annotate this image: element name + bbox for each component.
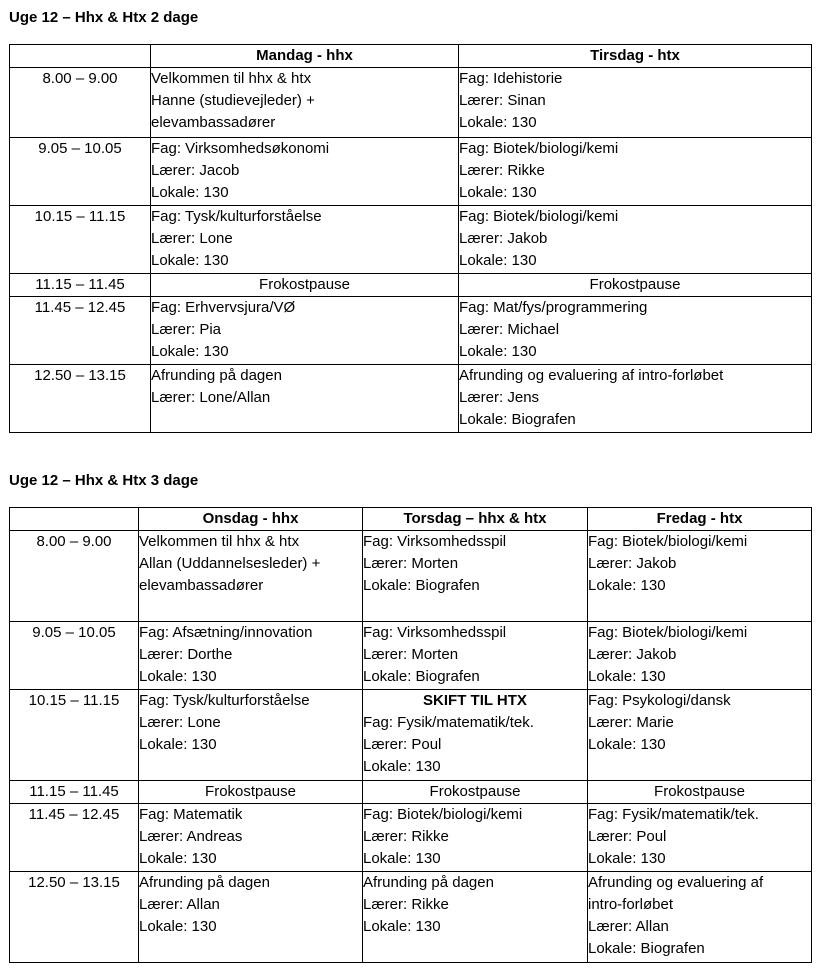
cell-line: Lærer: Rikke: [363, 896, 449, 913]
cell-line: Lærer: Allan: [588, 918, 669, 935]
lunch-cell: Frokostpause: [459, 274, 812, 297]
header-time: [10, 45, 151, 68]
table-row-lunch: [10, 781, 812, 804]
cell-line: Fag: Afsætning/innovation: [139, 624, 313, 641]
cell-line: Lokale: 130: [151, 343, 229, 360]
cell-line: Lokale: Biografen: [459, 411, 576, 428]
cell-line: Fag: Virksomhedsøkonomi: [151, 140, 330, 157]
cell-line: Allan (Uddannelsesleder) +: [139, 555, 321, 572]
table-row: [10, 138, 812, 206]
lunch-cell: Frokostpause: [363, 781, 588, 804]
schedule-2-days-table: [9, 44, 812, 433]
table-row: [10, 365, 812, 433]
cell-line: Lærer: Dorthe: [139, 646, 233, 663]
cell-line: Lokale: 130: [459, 343, 537, 360]
table-row: [10, 872, 812, 963]
cell-line: Lokale: 130: [459, 252, 537, 269]
cell-line: Lærer: Poul: [363, 736, 442, 753]
cell-line: Lærer: Allan: [139, 896, 220, 913]
time-slot: 11.15 – 11.45: [10, 781, 139, 804]
cell-line: Fag: Idehistorie: [459, 70, 563, 87]
cell-line: Lærer: Lone: [151, 230, 233, 247]
lunch-cell: Frokostpause: [151, 274, 459, 297]
session-cell: [139, 622, 363, 690]
cell-line: Lokale: 130: [139, 918, 217, 935]
session-cell: [588, 690, 812, 781]
cell-line: Afrunding og evaluering af intro-forløbet: [459, 367, 724, 384]
session-cell: [151, 68, 459, 138]
cell-line: Lærer: Michael: [459, 321, 560, 338]
cell-line: Lærer: Rikke: [363, 828, 449, 845]
schedule-3-days-title: Uge 12 – Hhx & Htx 3 dage: [9, 472, 199, 489]
header-fredag: Fredag - htx: [588, 508, 812, 531]
session-cell: [151, 138, 459, 206]
cell-line: Lokale: 130: [588, 850, 666, 867]
cell-line: Lokale: 130: [139, 668, 217, 685]
session-cell: [139, 690, 363, 781]
cell-line: Lokale: 130: [151, 252, 229, 269]
time-slot: 8.00 – 9.00: [10, 68, 151, 138]
cell-line: Fag: Erhvervsjura/VØ: [151, 299, 296, 316]
cell-line: Lokale: 130: [588, 736, 666, 753]
cell-line: Lærer: Andreas: [139, 828, 243, 845]
cell-line: Afrunding på dagen: [363, 874, 494, 891]
cell-line: Afrunding på dagen: [139, 874, 270, 891]
session-cell: [459, 68, 812, 138]
cell-line: intro-forløbet: [588, 896, 674, 913]
cell-line: Lokale: 130: [459, 114, 537, 131]
cell-line: Lærer: Lone: [139, 714, 221, 731]
cell-line: Lærer: Lone/Allan: [151, 389, 271, 406]
cell-line: Lærer: Sinan: [459, 92, 546, 109]
cell-line: Lokale: 130: [139, 850, 217, 867]
session-cell: [151, 297, 459, 365]
cell-line: Fag: Matematik: [139, 806, 243, 823]
cell-line: Fag: Biotek/biologi/kemi: [459, 140, 619, 157]
session-cell: [139, 804, 363, 872]
header-onsdag: Onsdag - hhx: [139, 508, 363, 531]
time-slot: 12.50 – 13.15: [10, 872, 139, 963]
session-cell: [151, 206, 459, 274]
schedule-3-days-table: [9, 507, 812, 963]
cell-line: Lærer: Jens: [459, 389, 540, 406]
session-cell: [363, 804, 588, 872]
lunch-cell: Frokostpause: [139, 781, 363, 804]
header-row: [10, 45, 812, 68]
header-time: [10, 508, 139, 531]
session-cell: [588, 804, 812, 872]
cell-line: Lokale: Biografen: [363, 668, 480, 685]
cell-line: Lærer: Marie: [588, 714, 674, 731]
cell-line: Fag: Tysk/kulturforståelse: [139, 692, 310, 709]
cell-line: Fag: Biotek/biologi/kemi: [588, 624, 748, 641]
table-row: [10, 206, 812, 274]
table-row: [10, 297, 812, 365]
session-cell: [151, 365, 459, 433]
cell-line: Fag: Biotek/biologi/kemi: [588, 533, 748, 550]
table-row: [10, 804, 812, 872]
session-cell: [363, 531, 588, 622]
cell-line: Lærer: Jacob: [151, 162, 240, 179]
cell-line: Afrunding og evaluering af: [588, 874, 764, 891]
session-cell: [588, 531, 812, 622]
cell-line: Fag: Biotek/biologi/kemi: [459, 208, 619, 225]
cell-line: Lærer: Morten: [363, 555, 459, 572]
cell-line: Lærer: Jakob: [459, 230, 548, 247]
cell-line: Fag: Biotek/biologi/kemi: [363, 806, 523, 823]
session-cell: [588, 872, 812, 963]
cell-line: Lokale: 130: [151, 184, 229, 201]
header-torsdag: Torsdag – hhx & htx: [363, 508, 588, 531]
time-slot: 8.00 – 9.00: [10, 531, 139, 622]
cell-line: Lokale: 130: [363, 918, 441, 935]
session-cell: [363, 622, 588, 690]
schedule-2-days-title: Uge 12 – Hhx & Htx 2 dage: [9, 9, 199, 26]
time-slot: 9.05 – 10.05: [10, 138, 151, 206]
cell-line: Lærer: Jakob: [588, 555, 677, 572]
cell-line: Lærer: Morten: [363, 646, 459, 663]
time-slot: 9.05 – 10.05: [10, 622, 139, 690]
session-cell: [139, 872, 363, 963]
table-row: [10, 68, 812, 138]
time-slot: 10.15 – 11.15: [10, 690, 139, 781]
cell-line: Fag: Fysik/matematik/tek.: [588, 806, 759, 823]
cell-line: Lokale: 130: [139, 736, 217, 753]
time-slot: 11.15 – 11.45: [10, 274, 151, 297]
session-cell: [588, 622, 812, 690]
session-cell: [459, 297, 812, 365]
cell-line: Lokale: 130: [588, 668, 666, 685]
session-cell: [459, 365, 812, 433]
cell-line: elevambassadører: [139, 577, 264, 594]
cell-line: Lærer: Poul: [588, 828, 667, 845]
cell-line: Fag: Virksomhedsspil: [363, 624, 507, 641]
cell-line: Afrunding på dagen: [151, 367, 282, 384]
time-slot: 11.45 – 12.45: [10, 297, 151, 365]
header-row: [10, 508, 812, 531]
cell-line: Fag: Tysk/kulturforståelse: [151, 208, 322, 225]
cell-line: Fag: Virksomhedsspil: [363, 533, 507, 550]
cell-line: Hanne (studievejleder) +: [151, 92, 315, 109]
cell-line: Fag: Psykologi/dansk: [588, 692, 731, 709]
cell-line: Fag: Fysik/matematik/tek.: [363, 714, 534, 731]
table-row: [10, 690, 812, 781]
session-cell: [459, 206, 812, 274]
header-tirsdag: Tirsdag - htx: [459, 45, 812, 68]
time-slot: 12.50 – 13.15: [10, 365, 151, 433]
lunch-cell: Frokostpause: [588, 781, 812, 804]
cell-line: Lærer: Rikke: [459, 162, 545, 179]
session-cell: [139, 531, 363, 622]
cell-line: Lærer: Jakob: [588, 646, 677, 663]
header-mandag: Mandag - hhx: [151, 45, 459, 68]
switch-to-htx-note: SKIFT TIL HTX: [423, 692, 527, 709]
table-row: [10, 622, 812, 690]
table-row: [10, 531, 812, 622]
cell-line: Lokale: Biografen: [363, 577, 480, 594]
table-row-lunch: [10, 274, 812, 297]
cell-line: elevambassadører: [151, 114, 276, 131]
cell-line: Velkommen til hhx & htx: [139, 533, 300, 550]
cell-line: Lærer: Pia: [151, 321, 222, 338]
time-slot: 11.45 – 12.45: [10, 804, 139, 872]
cell-line: Fag: Mat/fys/programmering: [459, 299, 648, 316]
session-cell: [363, 690, 588, 781]
session-cell: [459, 138, 812, 206]
cell-line: Velkommen til hhx & htx: [151, 70, 312, 87]
cell-line: Lokale: Biografen: [588, 940, 705, 957]
cell-line: Lokale: 130: [363, 758, 441, 775]
time-slot: 10.15 – 11.15: [10, 206, 151, 274]
cell-line: Lokale: 130: [459, 184, 537, 201]
cell-line: Lokale: 130: [363, 850, 441, 867]
cell-line: Lokale: 130: [588, 577, 666, 594]
session-cell: [363, 872, 588, 963]
